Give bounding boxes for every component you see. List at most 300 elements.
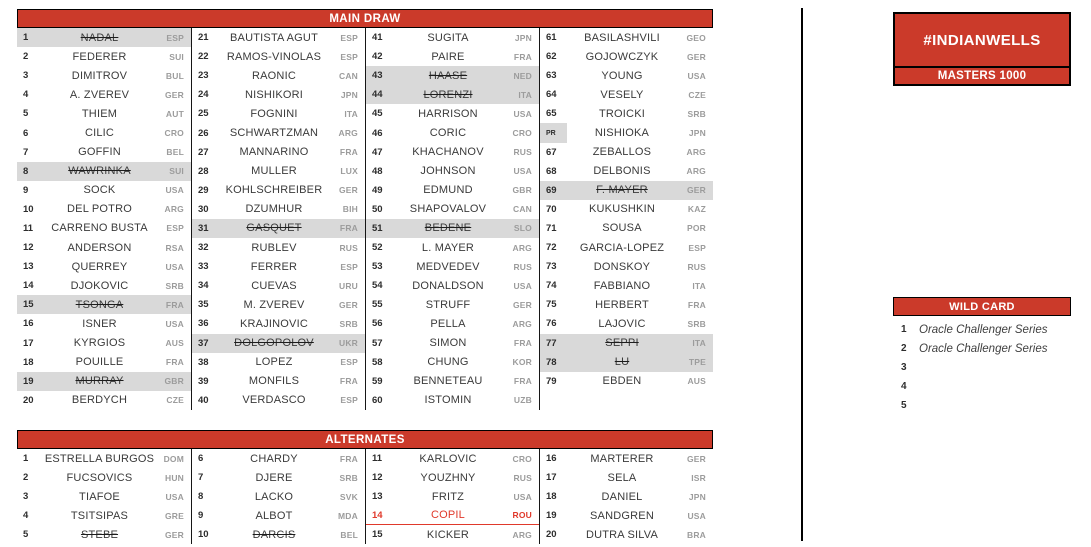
player-name: FERRER [250, 260, 298, 273]
player-row [192, 391, 365, 410]
player-name: SEPPI [605, 337, 639, 350]
wild-card-number: 5 [901, 400, 907, 412]
country-code: JPN [688, 128, 706, 139]
country-code: GBR [164, 376, 184, 387]
player-row [540, 506, 713, 525]
wild-card-number: 1 [901, 324, 907, 336]
seed-number: 2 [23, 51, 29, 63]
country-code: POR [686, 223, 706, 234]
country-code: GRE [164, 510, 184, 521]
player-name: LU [614, 356, 630, 369]
country-code: USA [513, 108, 532, 119]
player-row [540, 334, 713, 353]
wild-card-row [893, 377, 1071, 396]
player-name: EBDEN [602, 375, 642, 388]
player-row [540, 200, 713, 219]
player-row [192, 314, 365, 333]
country-code: AUS [687, 376, 706, 387]
wild-card-title: WILD CARD [949, 300, 1015, 313]
player-row [192, 28, 365, 47]
player-row [192, 162, 365, 181]
country-code: SVK [339, 491, 358, 502]
player-row [540, 123, 713, 142]
player-row [192, 257, 365, 276]
player-name: BEDENE [424, 222, 472, 235]
player-name: TSITSIPAS [70, 509, 129, 522]
player-name: KHACHANOV [412, 146, 484, 159]
country-code: ARG [512, 242, 532, 253]
player-name: BERDYCH [71, 394, 128, 407]
seed-number: 53 [372, 261, 383, 273]
player-name: NISHIOKA [594, 127, 650, 140]
country-code: GER [512, 299, 532, 310]
player-row [17, 181, 191, 200]
player-row [540, 162, 713, 181]
player-name: HERBERT [595, 298, 649, 311]
country-code: JPN [514, 32, 532, 43]
seed-number: 45 [372, 108, 383, 120]
player-name: FOGNINI [250, 107, 298, 120]
player-row [192, 200, 365, 219]
player-name: GOJOWCZYK [585, 50, 659, 63]
player-row [192, 295, 365, 314]
wild-card-number: 3 [901, 362, 907, 374]
country-code: RSA [165, 242, 184, 253]
player-name: SANDGREN [590, 509, 654, 522]
wild-card-number: 2 [901, 343, 907, 355]
seed-number: 44 [372, 89, 383, 101]
player-name: CILIC [84, 127, 115, 140]
player-name: HAASE [428, 69, 468, 82]
player-row [17, 295, 191, 314]
country-code: ESP [340, 261, 358, 272]
player-row [192, 143, 365, 162]
player-name: QUERREY [71, 260, 128, 273]
player-row [192, 334, 365, 353]
player-name: FRITZ [431, 490, 465, 503]
player-name: RUBLEV [251, 241, 297, 254]
seed-number: 25 [198, 108, 209, 120]
country-code: USA [513, 491, 532, 502]
seed-number: 22 [198, 51, 209, 63]
seed-number: 67 [546, 146, 557, 158]
main-draw-column [17, 28, 191, 410]
country-code: ITA [344, 108, 358, 119]
seed-number: 79 [546, 375, 557, 387]
player-name: HARRISON [418, 107, 478, 120]
player-name: SUGITA [427, 31, 469, 44]
seed-number: 23 [198, 70, 209, 82]
player-name: L. MAYER [421, 241, 475, 254]
seed-number: 16 [546, 453, 557, 465]
player-row [540, 104, 713, 123]
tournament-category-banner [893, 66, 1071, 86]
player-row [366, 143, 539, 162]
country-code: BUL [165, 70, 184, 81]
seed-number: 17 [23, 337, 34, 349]
player-name: JOHNSON [420, 165, 476, 178]
player-name: NISHIKORI [244, 88, 304, 101]
seed-number: 77 [546, 337, 557, 349]
country-code: CAN [338, 70, 358, 81]
player-row [540, 47, 713, 66]
player-row [192, 449, 365, 468]
alternates-column [539, 449, 713, 544]
country-code: USA [687, 70, 706, 81]
player-name: MULLER [251, 165, 297, 178]
seed-number: 36 [198, 318, 209, 330]
player-name: BASILASHVILI [584, 31, 660, 44]
wild-card-entry: Oracle Challenger Series [919, 323, 1048, 336]
country-code: RUS [513, 261, 532, 272]
player-row [540, 276, 713, 295]
seed-number: 41 [372, 32, 383, 44]
country-code: SRB [687, 318, 706, 329]
seed-number: 64 [546, 89, 557, 101]
player-row [366, 372, 539, 391]
player-name: PAIRE [431, 50, 465, 63]
player-row [17, 372, 191, 391]
player-row [540, 468, 713, 487]
country-code: BEL [166, 147, 184, 158]
player-row [17, 487, 191, 506]
country-code: ARG [164, 204, 184, 215]
country-code: SRB [339, 318, 358, 329]
player-row [17, 143, 191, 162]
seed-number: 46 [372, 127, 383, 139]
country-code: ARG [338, 128, 358, 139]
country-code: GER [164, 529, 184, 540]
player-name: MEDVEDEV [416, 260, 480, 273]
player-row [17, 391, 191, 410]
seed-number: 39 [198, 375, 209, 387]
country-code: GER [686, 51, 706, 62]
country-code: RUS [339, 242, 358, 253]
country-code: CRO [512, 453, 532, 464]
player-name: BAUTISTA AGUT [230, 31, 318, 44]
player-name: FABBIANO [593, 279, 651, 292]
player-row [540, 525, 713, 544]
player-row [192, 47, 365, 66]
seed-number: 12 [23, 242, 34, 254]
country-code: ESP [340, 32, 358, 43]
player-row [366, 257, 539, 276]
seed-number: 13 [372, 491, 383, 503]
player-row [192, 487, 365, 506]
player-row [192, 104, 365, 123]
country-code: ARG [686, 166, 706, 177]
player-name: STRUFF [425, 298, 471, 311]
player-row [17, 123, 191, 142]
country-code: RUS [687, 261, 706, 272]
country-code: URU [338, 280, 358, 291]
seed-number: 63 [546, 70, 557, 82]
seed-number: 3 [23, 70, 29, 82]
main-draw-table [17, 9, 713, 410]
player-name: DARCIS [252, 528, 296, 541]
country-code: ITA [692, 338, 706, 349]
country-code: ARG [686, 147, 706, 158]
country-code: ISR [691, 472, 706, 483]
player-name: FEDERER [72, 50, 127, 63]
player-name: PELLA [430, 317, 466, 330]
player-name: MARTERER [590, 452, 654, 465]
wild-card-row [893, 339, 1071, 358]
seed-number: 65 [546, 108, 557, 120]
player-name: STEBE [80, 528, 119, 541]
wild-card-header [893, 297, 1071, 316]
player-name: DEL POTRO [67, 203, 132, 216]
country-code: SRB [165, 280, 184, 291]
player-row [17, 47, 191, 66]
seed-number: 7 [198, 472, 204, 484]
country-code: FRA [687, 299, 706, 310]
seed-number: 55 [372, 299, 383, 311]
player-row [192, 353, 365, 372]
player-row [192, 468, 365, 487]
player-name: SCHWARTZMAN [229, 127, 319, 140]
country-code: FRA [339, 147, 358, 158]
player-row [540, 28, 713, 47]
country-code: AUS [165, 338, 184, 349]
player-row [17, 525, 191, 544]
seed-number: 8 [198, 491, 204, 503]
player-name: GOFFIN [78, 146, 121, 159]
player-row [17, 238, 191, 257]
country-code: GER [338, 185, 358, 196]
country-code: BEL [340, 529, 358, 540]
seed-number: 15 [372, 529, 383, 541]
player-name: SHAPOVALOV [409, 203, 487, 216]
seed-number: 19 [546, 510, 557, 522]
player-row [366, 162, 539, 181]
country-code: ESP [688, 242, 706, 253]
seed-number: 3 [23, 491, 29, 503]
country-code: TPE [688, 357, 706, 368]
player-row [540, 66, 713, 85]
player-name: KOHLSCHREIBER [225, 184, 323, 197]
seed-number: 18 [23, 356, 34, 368]
player-row [366, 85, 539, 104]
country-code: JPN [688, 491, 706, 502]
country-code: USA [513, 166, 532, 177]
player-name: MONFILS [248, 375, 300, 388]
player-name: DONALDSON [412, 279, 484, 292]
player-row [366, 47, 539, 66]
country-code: USA [513, 280, 532, 291]
player-name: FUCSOVICS [66, 471, 133, 484]
seed-number: 68 [546, 165, 557, 177]
player-row [366, 295, 539, 314]
country-code: ESP [340, 51, 358, 62]
seed-number: 1 [23, 453, 29, 465]
seed-number: 4 [23, 510, 29, 522]
player-name: DIMITROV [71, 69, 128, 82]
seed-number: 71 [546, 222, 557, 234]
player-row [17, 257, 191, 276]
player-row [540, 219, 713, 238]
player-row [540, 449, 713, 468]
player-row [17, 200, 191, 219]
country-code: KAZ [687, 204, 706, 215]
wild-card-number: 4 [901, 381, 907, 393]
player-name: TSONGA [75, 298, 124, 311]
player-row [192, 276, 365, 295]
country-code: FRA [339, 453, 358, 464]
country-code: SUI [169, 51, 184, 62]
player-name: KARLOVIC [419, 452, 477, 465]
country-code: SLO [513, 223, 532, 234]
country-code: CRO [164, 128, 184, 139]
alternates-column [365, 449, 539, 544]
player-row [192, 123, 365, 142]
player-row [17, 162, 191, 181]
country-code: ITA [518, 89, 532, 100]
seed-number: 57 [372, 337, 383, 349]
player-name: ANDERSON [67, 241, 132, 254]
seed-number: 76 [546, 318, 557, 330]
player-name: EDMUND [423, 184, 473, 197]
seed-number: 17 [546, 472, 557, 484]
country-code: ROU [512, 510, 532, 521]
player-name: VERDASCO [242, 394, 306, 407]
player-row [366, 334, 539, 353]
seed-number: 8 [23, 165, 29, 177]
seed-number: 43 [372, 70, 383, 82]
player-name: POUILLE [75, 356, 124, 369]
player-row [540, 257, 713, 276]
alternates-header [17, 430, 713, 449]
seed-number: 34 [198, 280, 209, 292]
seed-number: 70 [546, 203, 557, 215]
seed-number: 15 [23, 299, 34, 311]
main-draw-body [17, 28, 713, 410]
seed-number: 26 [198, 127, 209, 139]
player-name: THIEM [81, 107, 118, 120]
seed-number: 13 [23, 261, 34, 273]
player-row [17, 85, 191, 104]
main-draw-column [365, 28, 539, 410]
seed-number: 60 [372, 394, 383, 406]
country-code: USA [165, 491, 184, 502]
player-name: KYRGIOS [73, 337, 126, 350]
seed-number: 10 [23, 203, 34, 215]
player-name: F. MAYER [596, 184, 648, 197]
country-code: ESP [340, 357, 358, 368]
country-code: MDA [338, 510, 358, 521]
seed-number: 14 [23, 280, 34, 292]
country-code: GER [164, 89, 184, 100]
player-row [192, 181, 365, 200]
country-code: FRA [513, 376, 532, 387]
tournament-hashtag-banner [893, 12, 1071, 68]
player-row [366, 66, 539, 85]
player-name: GASQUET [246, 222, 302, 235]
country-code: ESP [166, 32, 184, 43]
seed-number: 27 [198, 146, 209, 158]
player-name: DELBONIS [593, 165, 651, 178]
player-row [192, 66, 365, 85]
seed-number: 5 [23, 108, 29, 120]
player-name: YOUZHNY [420, 471, 476, 484]
player-row [366, 219, 539, 238]
alternates-title: ALTERNATES [325, 433, 405, 446]
seed-number: 9 [23, 184, 29, 196]
player-row [540, 238, 713, 257]
country-code: LUX [340, 166, 358, 177]
country-code: USA [687, 510, 706, 521]
player-row [17, 276, 191, 295]
player-row [366, 525, 539, 544]
player-name: KRAJINOVIC [239, 317, 308, 330]
seed-number: 9 [198, 510, 204, 522]
seed-number: 29 [198, 184, 209, 196]
country-code: RUS [513, 472, 532, 483]
country-code: SUI [169, 166, 184, 177]
seed-number: 21 [198, 32, 209, 44]
player-name: ESTRELLA BURGOS [44, 452, 155, 465]
player-name: RAONIC [252, 69, 296, 82]
seed-number: 47 [372, 146, 383, 158]
player-row [366, 238, 539, 257]
country-code: AUT [165, 108, 184, 119]
seed-number: 24 [198, 89, 209, 101]
player-row [540, 143, 713, 162]
player-row [17, 104, 191, 123]
player-name: CARRENO BUSTA [51, 222, 148, 235]
player-row [366, 353, 539, 372]
vertical-divider [801, 8, 803, 541]
player-row [366, 487, 539, 506]
seed-number: 48 [372, 165, 383, 177]
seed-number: 16 [23, 318, 34, 330]
seed-number: 52 [372, 242, 383, 254]
main-draw-header [17, 9, 713, 28]
player-row [366, 391, 539, 410]
seed-number: 7 [23, 146, 29, 158]
country-code: UZB [513, 395, 532, 406]
country-code: SRB [339, 472, 358, 483]
player-name: CHARDY [250, 452, 298, 465]
wild-card-row [893, 396, 1071, 415]
player-row [17, 506, 191, 525]
player-row [366, 104, 539, 123]
country-code: BRA [686, 529, 706, 540]
country-code: ESP [340, 395, 358, 406]
seed-number: 69 [546, 184, 557, 196]
player-row [540, 353, 713, 372]
country-code: GBR [512, 185, 532, 196]
country-code: GER [338, 299, 358, 310]
country-code: GEO [686, 32, 706, 43]
country-code: NED [513, 70, 532, 81]
country-code: ITA [692, 280, 706, 291]
wild-card-entry: Oracle Challenger Series [919, 342, 1048, 355]
player-name: SIMON [429, 337, 467, 350]
player-row [366, 28, 539, 47]
player-name: ISTOMIN [424, 394, 472, 407]
player-row [540, 314, 713, 333]
seed-number: 30 [198, 203, 209, 215]
country-code: FRA [165, 357, 184, 368]
player-name: DJERE [255, 471, 293, 484]
player-name: LACKO [254, 490, 294, 503]
seed-number: 58 [372, 356, 383, 368]
player-name: GARCIA-LOPEZ [579, 241, 665, 254]
alternates-column [191, 449, 365, 544]
seed-number: 35 [198, 299, 209, 311]
seed-number: 14 [372, 509, 383, 521]
